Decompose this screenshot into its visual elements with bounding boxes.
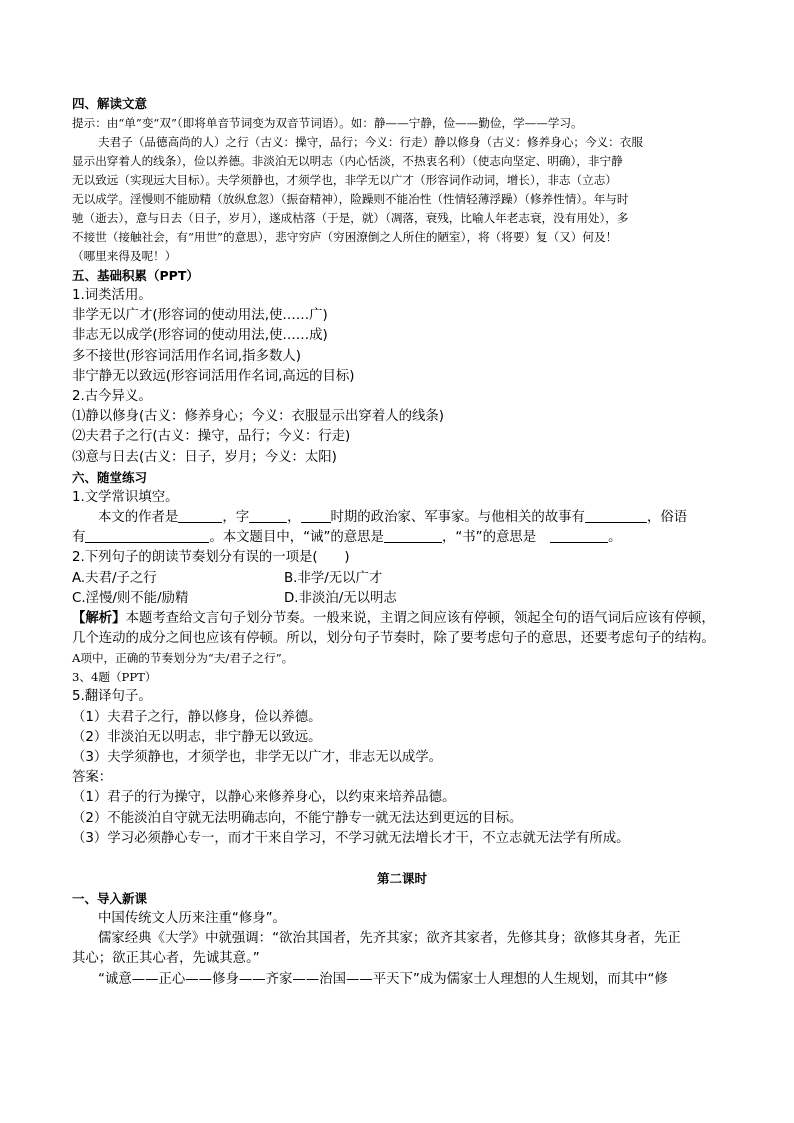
text-line: ⑴静以修身(古义：修养身心；今义：衣服显示出穿着人的线条) bbox=[72, 409, 444, 425]
analysis-line bbox=[72, 609, 732, 629]
blank-field[interactable] bbox=[85, 528, 209, 543]
section-heading: 六、随堂练习 bbox=[72, 469, 148, 485]
answer-line: （1）君子的行为操守，以静心来修养身心，以约束来培养品德。 bbox=[72, 790, 456, 806]
text-line: 1.词类活用。 bbox=[72, 288, 152, 303]
option-a[interactable]: A.夫君/子之行 bbox=[72, 570, 157, 586]
text-line: 非学无以广才(形容词的使动用法,使……广) bbox=[72, 308, 328, 324]
question-line: 5.翻译句子。 bbox=[72, 689, 152, 705]
blank-field[interactable] bbox=[384, 528, 442, 543]
text-line: 驰（逝去），意与日去（日子，岁月），遂成枯落（于是，就）（凋落，衰残，比喻人年老志衰，没有用处），多 bbox=[72, 211, 629, 225]
text-fragment: 本文的作者是 bbox=[98, 510, 179, 526]
section-heading: 四、解读文意 bbox=[72, 96, 148, 111]
sentence-line: （3）夫学须静也，才须学也，非学无以广才，非志无以成学。 bbox=[72, 750, 443, 766]
text-line: 2.古今异义。 bbox=[72, 389, 152, 405]
document-page bbox=[72, 94, 732, 990]
blank-field[interactable] bbox=[585, 508, 647, 523]
text-line: 儒家经典《大学》中就强调：“欲治其国者，先齐其家；欲齐其家者，先修其身；欲修其身者，先正 bbox=[98, 931, 681, 947]
text-fragment: 。本文题目中，“诫”的意思是 bbox=[209, 530, 384, 546]
option-c[interactable]: C.淫慢/则不能/励精 bbox=[72, 590, 189, 606]
text-line: 多不接世(形容词活用作名词,指多数人) bbox=[72, 348, 301, 364]
analysis-text: 本题考查给文言句子划分节奏。一般来说，主谓之间应该有停顿，领起全句的语气词后应该有停顿， bbox=[125, 611, 715, 627]
fill-blank-line bbox=[72, 528, 732, 548]
question-line: 3、4题（PPT） bbox=[72, 670, 157, 685]
text-line: 无以成学。淫慢则不能励精（放纵怠忽）（振奋精神），险躁则不能冶性（性情轻薄浮躁）（修养性情）。年与时 bbox=[72, 192, 629, 206]
text-line: 非宁静无以致远(形容词活用作名词,高远的目标) bbox=[72, 368, 355, 384]
text-fragment: ，字 bbox=[222, 510, 250, 526]
section-heading: 一、导入新课 bbox=[72, 891, 148, 907]
text-line: ⑵夫君子之行(古义：操守，品行；今义：行走) bbox=[72, 429, 351, 445]
text-fragment: ， bbox=[287, 510, 301, 526]
sentence-line: （2）非淡泊无以明志，非宁静无以致远。 bbox=[72, 729, 322, 745]
question-line: 2.下列句子的朗读节奏划分有误的一项是( ) bbox=[72, 550, 350, 566]
hint-line: 提示：由“单”变“双”（即将单音节词变为双音节词语）。如：静——宁静，俭——勤俭，学——学习。 bbox=[72, 116, 583, 130]
text-line: 显示出穿着人的线条），俭以养德。非淡泊无以明志（内心恬淡，不热衷名利）（使志向坚定、明确），非宁静 bbox=[72, 154, 623, 168]
analysis-line: A项中，正确的节奏划分为“夫/君子之行”。 bbox=[72, 651, 294, 666]
answer-label: 答案： bbox=[72, 770, 113, 786]
answer-line: （3）学习必须静心专一，而才干来自学习，不学习就无法增长才干，不立志就无法学有所成。 bbox=[72, 830, 630, 846]
text-line: （哪里来得及呢！） bbox=[72, 249, 177, 263]
answer-line: （2）不能淡泊自守就无法明确志向，不能宁静专一就无法达到更远的目标。 bbox=[72, 810, 523, 826]
option-d[interactable]: D.非淡泊/无以明志 bbox=[284, 590, 397, 606]
analysis-line: 几个连动的成分之间也应该有停顿。所以，划分句子节奏时，除了要考虑句子的意思，还要考虑句子的结构。 bbox=[72, 631, 715, 647]
sentence-line: （1）夫君子之行，静以修身，俭以养德。 bbox=[72, 709, 322, 725]
options-row bbox=[72, 589, 732, 609]
text-fragment: 有 bbox=[72, 530, 86, 546]
lesson-title: 第二课时 bbox=[376, 871, 427, 887]
fill-blank-line bbox=[72, 508, 732, 528]
text-fragment: 。 bbox=[608, 530, 622, 546]
text-fragment: ，俗语 bbox=[646, 510, 688, 526]
text-line: 不接世（接触社会，有“用世”的意思），悲守穷庐（穷困潦倒之人所住的陋室），将（将要）复（又）何及！ bbox=[72, 230, 618, 244]
question-line: 1.文学常识填空。 bbox=[72, 489, 179, 505]
text-line: ⑶意与日去(古义：日子，岁月；今义：太阳) bbox=[72, 449, 337, 465]
text-line: 中国传统文人历来注重“修身”。 bbox=[98, 911, 286, 927]
text-line: 其心；欲正其心者，先诚其意。” bbox=[72, 951, 260, 967]
analysis-label: 【解析】 bbox=[72, 611, 126, 627]
text-line: “诚意——正心——修身——齐家——治国——平天下”成为儒家士人理想的人生规划，而其中“修 bbox=[98, 971, 668, 987]
blank-field[interactable] bbox=[301, 508, 331, 523]
options-row bbox=[72, 569, 732, 589]
text-line: 无以致远（实现远大目标）。夫学须静也，才须学也，非学无以广才（形容词作动词，增长），非志（立志） bbox=[72, 173, 617, 187]
blank-field[interactable] bbox=[178, 508, 222, 523]
text-fragment: ，“书”的意思是 bbox=[441, 530, 537, 546]
blank-field[interactable] bbox=[550, 528, 608, 543]
section-heading: 五、基础积累（PPT） bbox=[72, 268, 199, 283]
text-line: 夫君子（品德高尚的人）之行（古义：操守，品行；今义：行走）静以修身（古义：修养身心；今义：衣服 bbox=[98, 135, 643, 149]
blank-field[interactable] bbox=[249, 508, 287, 523]
text-fragment: 时期的政治家、军事家。与他相关的故事有 bbox=[330, 510, 585, 526]
text-line: 非志无以成学(形容词的使动用法,使……成) bbox=[72, 328, 328, 344]
option-b[interactable]: B.非学/无以广才 bbox=[284, 570, 383, 586]
